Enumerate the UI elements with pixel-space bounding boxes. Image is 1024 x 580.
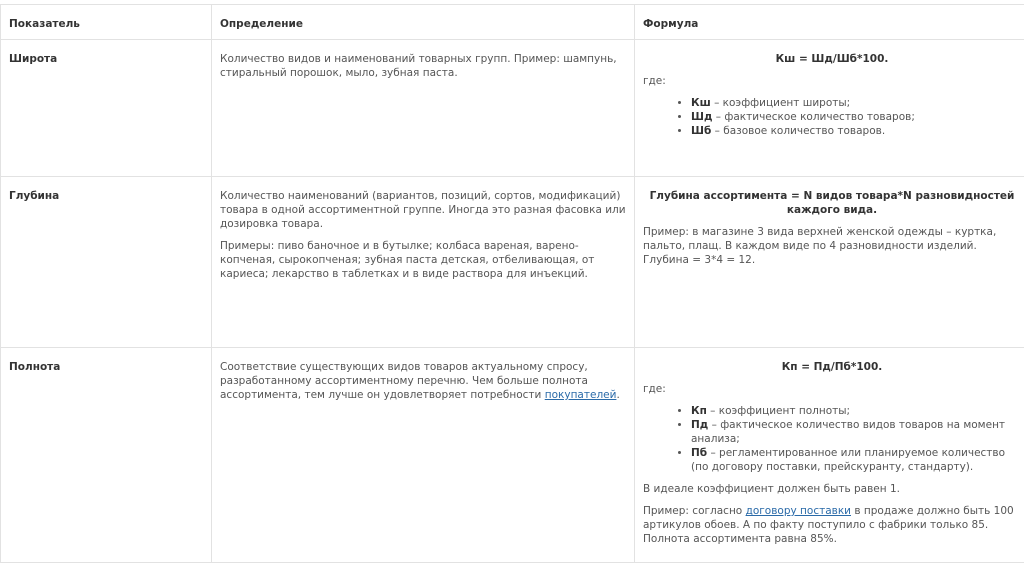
formula-legend <box>643 96 1021 138</box>
formula: Кп = Пд/Пб*100. <box>643 360 1021 374</box>
table-row <box>1 348 1024 563</box>
list-item: • Кп – коэффициент полноты; <box>691 404 1021 418</box>
definition-examples: Примеры: пиво баночное и в бутылке; колбаса вареная, варено-копченая, сырокопченая; зубная паста детская, отбеливающая, от кариеса; лекарство в таблетках и в виде раствора для инъекций. <box>220 239 626 281</box>
row-formula <box>635 40 1024 177</box>
header-row <box>1 5 1024 40</box>
ideal-text: В идеале коэффициент должен быть равен 1. <box>643 482 1021 496</box>
formula: Глубина ассортимента = N видов товара*N разновидностей каждого вида. <box>643 189 1021 217</box>
formula: Кш = Шд/Шб*100. <box>643 52 1021 66</box>
row-definition <box>212 40 635 177</box>
formula-legend <box>643 404 1021 474</box>
row-formula <box>635 348 1024 563</box>
table-row <box>1 177 1024 348</box>
where-label: где: <box>643 74 1021 88</box>
header-indicator: Показатель <box>1 5 212 40</box>
table-row <box>1 40 1024 177</box>
example-text: Пример: в магазине 3 вида верхней женской одежды – куртка, пальто, плащ. В каждом виде по 4 разновидности изделий. Глубина = 3*4 = 12. <box>643 225 1021 267</box>
list-item: • Шд – фактическое количество товаров; <box>691 110 1021 124</box>
definition-text: Количество наименований (вариантов, позиций, сортов, модификаций) товара в одной ассортиментной группе. Иногда это разная фасовка или дозировка товара. <box>220 189 626 231</box>
definition-text: Соответствие существующих видов товаров актуальному спросу, разработанному ассортиментному перечню. Чем больше полнота ассортимента, тем лучше он удовлетворяет потребности покупателей. <box>220 360 626 402</box>
row-definition <box>212 348 635 563</box>
header-formula: Формула <box>635 5 1024 40</box>
row-name: Полнота <box>1 348 212 563</box>
row-name: Широта <box>1 40 212 177</box>
example-text: Пример: согласно договору поставки в продаже должно быть 100 артикулов обоев. А по факту поступило с фабрики только 85. Полнота ассортимента равна 85%. <box>643 504 1021 546</box>
header-definition: Определение <box>212 5 635 40</box>
buyers-link[interactable]: покупателей <box>545 389 617 401</box>
supply-contract-link[interactable]: договору поставки <box>746 505 851 517</box>
list-item: • Шб – базовое количество товаров. <box>691 124 1021 138</box>
where-label: где: <box>643 382 1021 396</box>
row-definition <box>212 177 635 348</box>
list-item: • Кш – коэффициент широты; <box>691 96 1021 110</box>
definition-text: Количество видов и наименований товарных групп. Пример: шампунь, стиральный порошок, мыло, зубная паста. <box>220 52 626 80</box>
row-formula <box>635 177 1024 348</box>
row-name: Глубина <box>1 177 212 348</box>
list-item: • Пд – фактическое количество видов товаров на момент анализа; <box>691 418 1021 446</box>
list-item: • Пб – регламентированное или планируемое количество (по договору поставки, прейскуранту, стандарту). <box>691 446 1021 474</box>
assortment-table <box>0 4 1024 563</box>
